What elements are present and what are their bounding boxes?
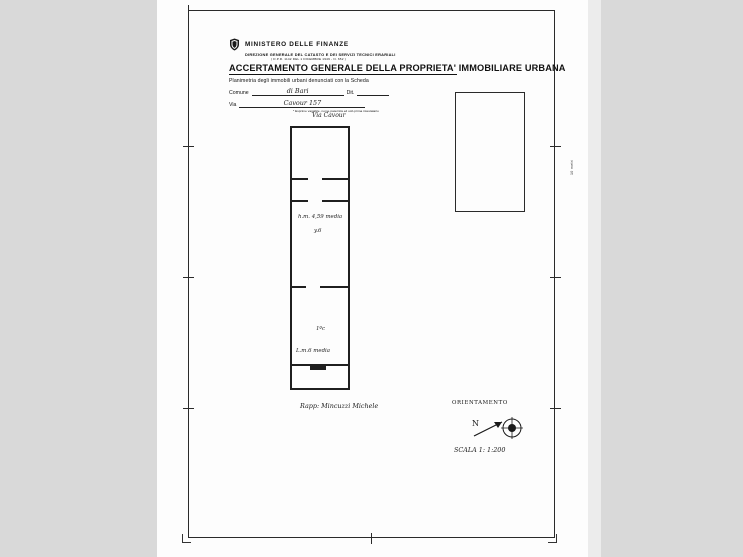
field-via-label: Via bbox=[229, 101, 237, 108]
ministry-name: MINISTERO DELLE FINANZE bbox=[245, 41, 349, 48]
ministry-line bbox=[229, 38, 477, 51]
field-comune bbox=[229, 87, 477, 96]
plan-partition bbox=[290, 200, 308, 202]
plan-partition bbox=[290, 286, 306, 288]
plan-wall-left bbox=[290, 126, 292, 390]
field-comune-value[interactable]: di Bari bbox=[252, 87, 344, 96]
plan-partition bbox=[320, 286, 350, 288]
registration-tick bbox=[183, 146, 194, 147]
plan-partition bbox=[322, 200, 350, 202]
compass-icon bbox=[472, 416, 528, 442]
plan-label-length: L.m.6 media bbox=[296, 348, 330, 354]
registration-tick bbox=[188, 5, 189, 16]
field-via bbox=[229, 99, 477, 108]
field-dit-value[interactable] bbox=[357, 95, 389, 96]
title-underline bbox=[229, 74, 457, 75]
side-note: 10 metri bbox=[570, 159, 574, 175]
plan-label-floor: 1ºc bbox=[316, 326, 325, 332]
orientation-title: ORIENTAMENTO bbox=[452, 400, 508, 406]
registration-tick bbox=[183, 277, 194, 278]
reference-box bbox=[455, 92, 525, 212]
orientation-block bbox=[452, 400, 544, 454]
registration-tick bbox=[550, 277, 561, 278]
registration-tick bbox=[550, 146, 561, 147]
scale-label: SCALA 1: 1:200 bbox=[454, 446, 506, 454]
plan-partition bbox=[326, 364, 350, 366]
plan-wall-right bbox=[348, 126, 350, 390]
document-subtitle: Planimetria degli immobili urbani denunciati con la Scheda bbox=[229, 77, 369, 84]
plan-wall-top bbox=[290, 126, 350, 128]
sheet-edge-shadow bbox=[588, 0, 601, 557]
law-reference: ( D.P.R. 1142 DEL 1 DICEMBRE 1949 - N. 652 ) bbox=[271, 57, 346, 61]
plan-partition bbox=[290, 364, 310, 366]
plan-label-height: h.m. 4,59 media bbox=[298, 214, 343, 220]
plan-label-mark: y.6 bbox=[314, 228, 322, 234]
footnote: * Esprime vagabile, nome,paternità ed usb.prima intestatario bbox=[293, 108, 379, 113]
signature: Rapp: Mincuzzi Michele bbox=[300, 402, 379, 410]
document-header bbox=[229, 38, 566, 113]
plan-partition bbox=[290, 178, 308, 180]
registration-tick bbox=[183, 408, 194, 409]
street-label: Via Cavour bbox=[312, 112, 346, 119]
direction-line: DIREZIONE GENERALE DEL CATASTO E DEI SERVIZI TECNICI ERARIALI bbox=[245, 52, 396, 57]
field-via-value[interactable]: Cavour 157 bbox=[239, 99, 365, 108]
registration-tick bbox=[550, 408, 561, 409]
field-comune-label: Comune bbox=[229, 89, 249, 96]
document-title: ACCERTAMENTO GENERALE DELLA PROPRIETA' IMMOBILIARE URBANA bbox=[229, 63, 566, 73]
plan-partition bbox=[322, 178, 350, 180]
floor-plan bbox=[290, 126, 350, 390]
field-dit-label: Dit. bbox=[346, 89, 355, 96]
plan-wall-bottom bbox=[290, 388, 350, 390]
svg-text:N: N bbox=[472, 419, 479, 428]
plan-stairs bbox=[310, 364, 326, 370]
registration-tick bbox=[371, 533, 372, 544]
coat-of-arms-icon bbox=[229, 38, 240, 51]
